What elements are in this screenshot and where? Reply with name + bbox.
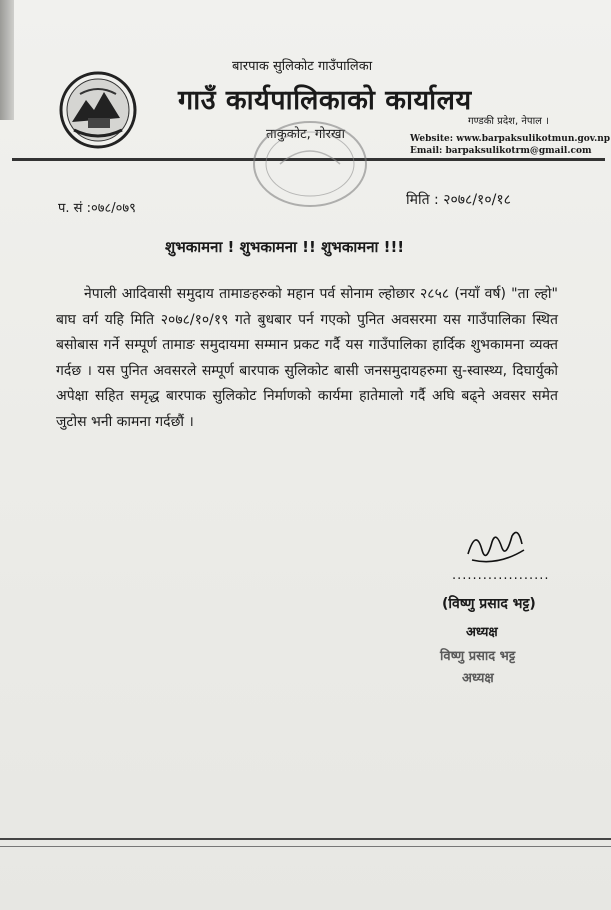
body-paragraph: नेपाली आदिवासी समुदाय तामाङहरुको महान पर्व सोनाम ल्होछार २८५८ (नयाँ वर्ष) "ता ल्हो" बाघ वर्ग यहि मिति २०७८/१०/१९ गते बुधबार पर्न गएको पुनित अवसरमा यस गाउँपालिका स्थित बसोबास गर्ने सम्पूर्ण तामाङ समुदायमा सम्मान प्रकट गर्दै यस गाउँपालिका हार्दिक शुभकामना व्यक्त गर्दछ । यस पुनित अवसरले सम्पूर्ण बारपाक सुलिकोट बासी जनसमुदायहरुमा सु-स्वास्थ्य, दिघार्युको अपेक्षा सहित समृद्ध बारपाक सुलिकोट निर्माणको कार्यमा हातेमालो गर्दै अघि बढ्ने अवसर समेत जुटोस भनी कामना गर्दछौं । [56, 286, 558, 430]
greeting-heading: शुभकामना ! शुभकामना !! शुभकामना !!! [165, 238, 405, 256]
contact-block [410, 133, 610, 157]
letter-date: मिति : २०७८/१०/१८ [406, 192, 511, 208]
signatory-name: (विष्णु प्रसाद भट्ट) [442, 596, 536, 612]
footer-divider-secondary [0, 846, 611, 847]
stamp-name: विष्णु प्रसाद भट्ट [440, 649, 516, 664]
website-text: Website: www.barpaksulikotmun.gov.np [410, 134, 611, 144]
reference-number: प. सं :०७८/०७९ [58, 201, 136, 216]
province-text: गण्डकी प्रदेश, नेपाल । [468, 116, 549, 127]
office-stamp-icon [250, 118, 370, 210]
signatory-role: अध्यक्ष [466, 625, 498, 640]
office-location: ताकुकोट, गोरखा [266, 127, 345, 142]
footer-divider [0, 838, 611, 840]
municipality-name: बारपाक सुलिकोट गाउँपालिका [232, 59, 373, 74]
office-title: गाउँ कार्यपालिकाको कार्यालय [178, 85, 472, 116]
nepal-emblem-icon [58, 70, 138, 150]
signature-line: ................... [452, 568, 550, 583]
paper-fold-shadow [0, 0, 14, 120]
email-text: Email: barpaksulikotrm@gmail.com [410, 146, 592, 156]
signature-scribble-icon [462, 520, 528, 570]
stamp-role: अध्यक्ष [462, 671, 494, 686]
letter-body [56, 282, 558, 435]
